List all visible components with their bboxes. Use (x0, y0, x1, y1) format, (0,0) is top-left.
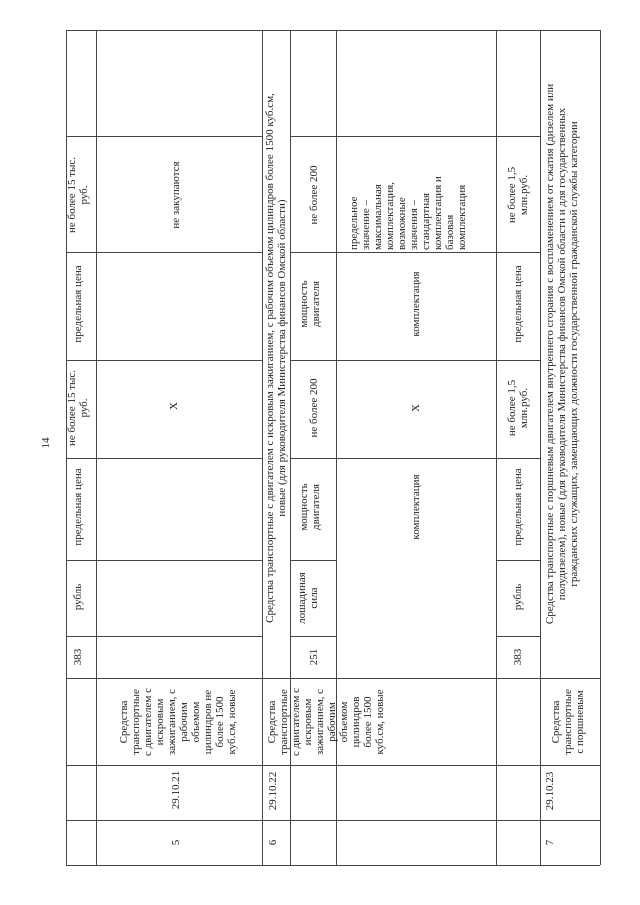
row7-heading: Средства транспортные с поршневым двигателем внутреннего сгорания с воспламенением от сжатия (дизелем или полудизелем), новые (для руководителя Министерства финансов Омской области и для государственных гражданских служащих, замещающих должности государственной гражданской службы категории (544, 83, 580, 625)
row6-price-unit: рубль (512, 583, 524, 611)
row6-code: 29.10.22 (267, 771, 279, 811)
row6-equip-x-mark: X (410, 404, 422, 412)
row5-label-a: предельная цена (72, 468, 84, 546)
table-line-col-code (66, 765, 600, 766)
row-divider (262, 30, 263, 865)
table-line-col-num (66, 820, 600, 821)
row5-num: 5 (170, 839, 182, 846)
table-line-col-okei (290, 636, 336, 637)
row7-num: 7 (544, 839, 556, 846)
row6-equip-label-a: комплектация (410, 474, 422, 540)
row6-equip-value-b: предельное значение – максимальная комплектация, возможные значения – стандартная комплектация и базовая комплектация (348, 176, 468, 250)
row-divider (96, 30, 97, 865)
row5-unit: рубль (72, 583, 84, 611)
row6-price-value-b: не более 1,5 млн.руб. (506, 166, 530, 224)
row6-name: Средства транспортные с двигателем с искровым зажиганием, с рабочим объемом цилиндров более 1500 куб.см, новые (266, 687, 386, 757)
row6-power-value-a: не более 200 (308, 378, 320, 438)
row5-code: 29.10.21 (170, 770, 182, 810)
table-border-top (66, 30, 600, 31)
table-line-col-value-a (290, 360, 540, 361)
table-border-bottom (66, 865, 600, 866)
row6-power-value-b: не более 200 (308, 165, 320, 225)
page-number: 14 (40, 437, 52, 449)
row6-price-label-a: предельная цена (512, 468, 524, 546)
row5-okei-code: 383 (72, 648, 84, 666)
row5-value-b: не более 15 тыс. руб. (66, 156, 90, 234)
row6-heading: Средства транспортные с двигателем с искровым зажиганием, с рабочим объемом цилиндров более 1500 куб.см, новые (для руководителя Министерства финансов Омской области) (264, 93, 288, 623)
row5-label-b: предельная цена (72, 265, 84, 343)
row6-power-label-b: мощность двигателя (298, 280, 322, 328)
row-divider (496, 30, 497, 865)
row5-x-mark: X (168, 402, 180, 410)
table-border-right (600, 30, 601, 865)
row6-equip-label-b: комплектация (410, 271, 422, 337)
row7-code: 29.10.23 (544, 771, 556, 811)
row6-power-label-a: мощность двигателя (298, 483, 322, 531)
table-line-col-value-b (290, 136, 540, 137)
row7-name: Средства транспортные с поршневым (550, 689, 586, 755)
table-line-col-unit (290, 560, 336, 561)
row6-price-label-b: предельная цена (512, 265, 524, 343)
table-line-col-okei (496, 636, 540, 637)
row5-not-purchased: не закупаются (170, 161, 182, 229)
row6-price-okei-code: 383 (512, 648, 524, 666)
row-divider (540, 30, 541, 865)
row6-power-okei-code: 251 (308, 648, 320, 666)
row5-name: Средства транспортные с двигателем с искровым зажиганием, с рабочим объемом цилиндров не более 1500 куб.см, новые (118, 687, 238, 757)
table-line-col-name (66, 678, 600, 679)
row6-power-unit: лошадиная сила (296, 572, 320, 624)
row6-price-value-a: не более 1,5 млн.руб. (506, 379, 530, 437)
row5-value-a: не более 15 тыс. руб. (66, 369, 90, 447)
row6-num: 6 (267, 839, 279, 846)
